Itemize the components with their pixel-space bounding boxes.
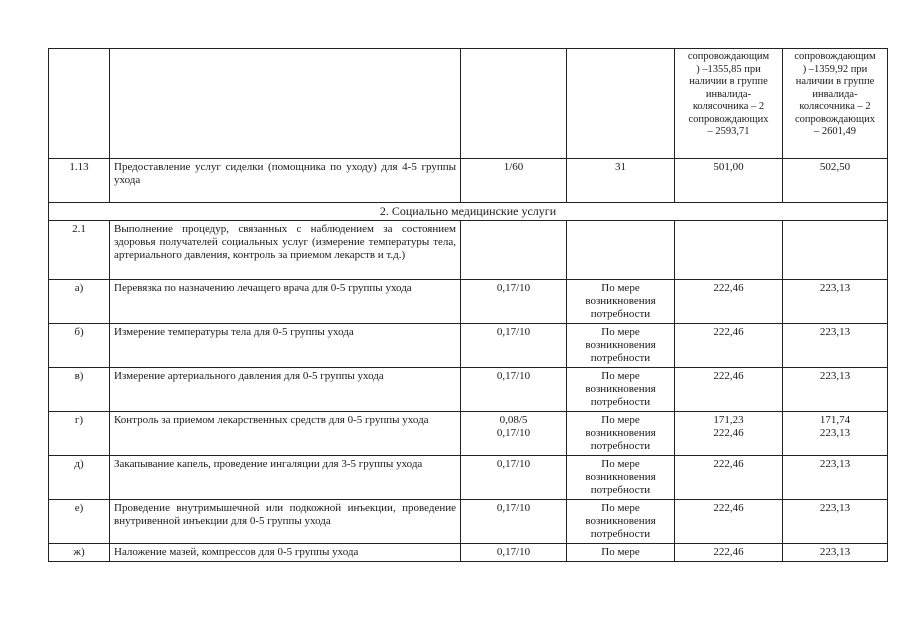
price-2 <box>783 280 888 324</box>
time-norm <box>461 544 567 562</box>
section-row <box>49 203 888 221</box>
time-norm-value: 0,17/10 <box>496 458 531 470</box>
service-name: Выполнение процедур, связанных с наблюдением за состоянием здоровья получателей социальных услуг (измерение температуры тела, артериального давления, контроль за приемом лекарств и т.д.) <box>110 221 461 280</box>
frequency <box>567 221 675 280</box>
price2-note-line: ) –1359,92 при <box>802 63 868 75</box>
price-2-value: 223,13 <box>819 458 851 470</box>
frequency <box>567 544 675 562</box>
frequency: 31 <box>567 159 675 203</box>
time-norm <box>461 412 567 456</box>
row-letter: в) <box>49 368 110 412</box>
price-2 <box>783 221 888 280</box>
time-norm-value: 0,17/10 <box>496 546 531 558</box>
service-name: Предоставление услуг сиделки (помощника по уходу) для 4-5 группы ухода <box>110 159 461 203</box>
price-2-value: 223,13 <box>819 326 851 338</box>
service-name: Проведение внутримышечной или подкожной инъекции, проведение внутривенной инъекции для 0-5 группы ухода <box>110 500 461 544</box>
frequency <box>567 368 675 412</box>
frequency-line: возникновения <box>585 295 656 307</box>
price2-note-line: колясочника – 2 <box>799 101 871 112</box>
price1-note-line: сопровождающих <box>688 113 769 125</box>
time-norm-value: 0,17/10 <box>496 427 531 439</box>
table-row <box>49 368 888 412</box>
price-1-value: 222,46 <box>713 370 744 382</box>
service-name: Наложение мазей, компрессов для 0-5 группы ухода <box>110 544 461 562</box>
service-name: Измерение артериального давления для 0-5 группы ухода <box>110 368 461 412</box>
frequency-line: По мере <box>601 546 640 558</box>
time-norm-value: 0,17/10 <box>496 502 531 514</box>
price2-note-line: наличии в группе <box>795 76 875 87</box>
time-norm-value: 0,17/10 <box>496 370 531 382</box>
section-title: 2. Социально медицинские услуги <box>49 203 888 221</box>
price1-note-line: ) –1355,85 при <box>696 63 761 75</box>
price-1 <box>675 324 783 368</box>
table-row <box>49 280 888 324</box>
frequency <box>567 500 675 544</box>
frequency <box>567 280 675 324</box>
continuation-row <box>49 49 888 159</box>
table-row <box>49 500 888 544</box>
table-row <box>49 412 888 456</box>
price-2-value: 223,13 <box>819 502 851 514</box>
frequency-line: По мере <box>601 326 640 338</box>
frequency-line: возникновения <box>585 515 656 527</box>
price-2-value: 171,74 <box>819 414 851 426</box>
frequency-line: возникновения <box>585 383 656 395</box>
price2-note-line: инвалида- <box>812 88 858 100</box>
time-norm <box>461 221 567 280</box>
row-letter: г) <box>49 412 110 456</box>
price-1 <box>675 500 783 544</box>
time-norm: 1/60 <box>461 159 567 203</box>
price1-note-line: инвалида- <box>705 88 752 100</box>
row-letter: е) <box>49 500 110 544</box>
frequency-line: возникновения <box>585 427 656 439</box>
time-norm <box>461 500 567 544</box>
row-letter: б) <box>49 324 110 368</box>
service-name: Измерение температуры тела для 0-5 группы ухода <box>110 324 461 368</box>
price-1-value: 222,46 <box>713 546 744 558</box>
frequency-line: потребности <box>590 440 651 452</box>
price-1 <box>675 280 783 324</box>
time-norm-value: 0,17/10 <box>496 282 531 294</box>
service-name: Контроль за приемом лекарственных средств для 0-5 группы ухода <box>110 412 461 456</box>
frequency-line: потребности <box>590 396 651 408</box>
table-row <box>49 324 888 368</box>
frequency-line: возникновения <box>585 471 656 483</box>
price-1 <box>675 221 783 280</box>
cell-empty-name <box>110 49 461 159</box>
service-name: Закапывание капель, проведение ингаляции для 3-5 группы ухода <box>110 456 461 500</box>
cell-empty-freq <box>567 49 675 159</box>
services-tariff-table <box>48 48 888 562</box>
frequency <box>567 456 675 500</box>
price-1 <box>675 412 783 456</box>
frequency-line: По мере <box>601 370 640 382</box>
frequency <box>567 324 675 368</box>
service-name: Перевязка по назначению лечащего врача для 0-5 группы ухода <box>110 280 461 324</box>
frequency-line: потребности <box>590 528 651 540</box>
table-row <box>49 456 888 500</box>
price-2-value: 223,13 <box>819 370 851 382</box>
price2-note-line: сопровождающих <box>795 113 875 125</box>
cell-empty-norm <box>461 49 567 159</box>
price-1-value: 171,23 <box>713 414 744 426</box>
price-2: 502,50 <box>783 159 888 203</box>
table-row <box>49 544 888 562</box>
row-letter: д) <box>49 456 110 500</box>
row-number: 1.13 <box>49 159 110 203</box>
price-1-value: 222,46 <box>713 502 744 514</box>
price-1-value: 222,46 <box>713 326 744 338</box>
frequency-line: потребности <box>590 352 651 364</box>
row-letter: а) <box>49 280 110 324</box>
row-2-1 <box>49 221 888 280</box>
frequency <box>567 412 675 456</box>
price1-note-line: колясочника – 2 <box>692 101 765 112</box>
price-1: 501,00 <box>675 159 783 203</box>
price-2-value: 223,13 <box>819 282 851 294</box>
frequency-line: потребности <box>590 308 651 320</box>
price1-note <box>675 49 783 159</box>
price-2 <box>783 324 888 368</box>
price1-note-line: сопровождающим <box>687 51 770 62</box>
frequency-line: возникновения <box>585 339 656 351</box>
price-1-value: 222,46 <box>713 282 744 294</box>
frequency-line: потребности <box>590 484 651 496</box>
price1-note-line: наличии в группе <box>689 76 768 87</box>
price-1-value: 222,46 <box>713 427 744 439</box>
row-number: 2.1 <box>49 221 110 280</box>
time-norm <box>461 456 567 500</box>
frequency-line: По мере <box>601 502 640 514</box>
price-1 <box>675 456 783 500</box>
row-1-13 <box>49 159 888 203</box>
price-2 <box>783 456 888 500</box>
time-norm <box>461 368 567 412</box>
price2-note-line: – 2601,49 <box>814 126 856 137</box>
row-letter: ж) <box>49 544 110 562</box>
frequency-line: По мере <box>601 414 640 426</box>
price-2 <box>783 500 888 544</box>
price-2 <box>783 412 888 456</box>
frequency-line: По мере <box>601 282 640 294</box>
price-1 <box>675 544 783 562</box>
frequency-line: По мере <box>601 458 640 470</box>
price-2-value: 223,13 <box>819 427 851 439</box>
price1-note-line: – 2593,71 <box>707 126 750 137</box>
time-norm <box>461 324 567 368</box>
price2-note-line: сопровождающим <box>794 51 876 62</box>
price-1 <box>675 368 783 412</box>
time-norm-value: 0,17/10 <box>496 326 531 338</box>
cell-empty-num <box>49 49 110 159</box>
price-2-value: 223,13 <box>819 546 851 558</box>
time-norm <box>461 280 567 324</box>
time-norm-value: 0,08/5 <box>499 414 528 426</box>
price-1-value: 222,46 <box>713 458 744 470</box>
price2-note <box>783 49 888 159</box>
price-2 <box>783 544 888 562</box>
price-2 <box>783 368 888 412</box>
